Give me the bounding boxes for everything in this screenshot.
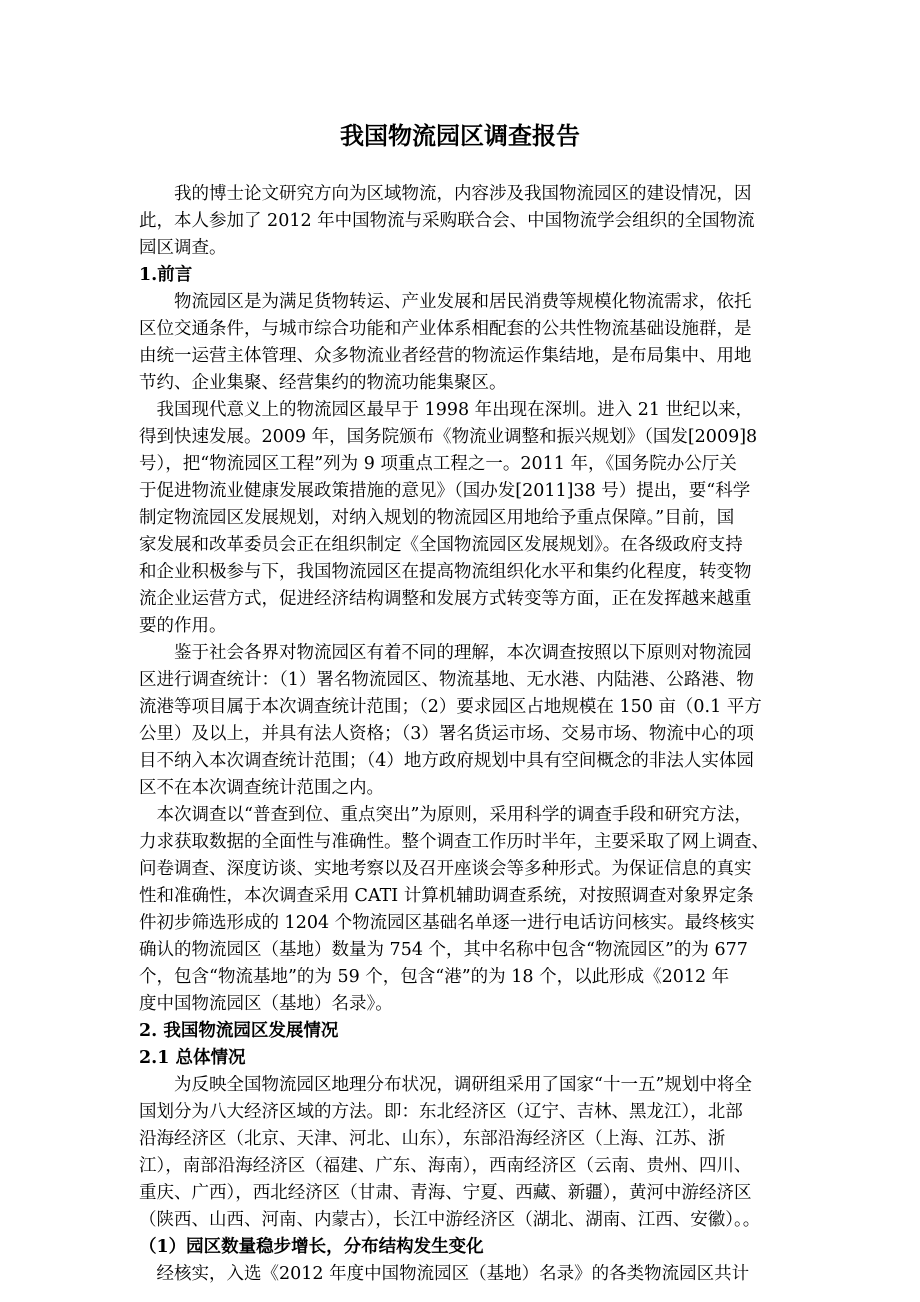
subsection-heading: （1）园区数量稳步增长，分布结构发生变化 [139, 1237, 484, 1257]
body-line: 重庆、广西），西北经济区（甘肃、青海、宁夏、西藏、新疆），黄河中游经济区 [139, 1183, 752, 1203]
body-line: 区进行调查统计：（1）署名物流园区、物流基地、无水港、内陆港、公路港、物 [139, 670, 754, 690]
body-line: 和企业积极参与下，我国物流园区在提高物流组织化水平和集约化程度，转变物 [139, 562, 752, 582]
body-line: 问卷调查、深度访谈、实地考察以及召开座谈会等多种形式。为保证信息的真实 [139, 859, 752, 879]
body-line: 经核实，入选《2012 年度中国物流园区（基地）名录》的各类物流园区共计 [139, 1264, 750, 1284]
subsection-heading: 2.1 总体情况 [139, 1048, 246, 1068]
body-line: 流企业运营方式，促进经济结构调整和发展方式转变等方面，正在发挥越来越重 [139, 589, 752, 609]
body-line: 我国现代意义上的物流园区最早于 1998 年出现在深圳。进入 21 世纪以来， [139, 400, 754, 420]
body-line: 物流园区是为满足货物转运、产业发展和居民消费等规模化物流需求，依托 [139, 292, 752, 312]
body-line: 要的作用。 [139, 616, 227, 636]
body-line: 我的博士论文研究方向为区域物流，内容涉及我国物流园区的建设情况，因 [139, 184, 752, 204]
body-line: 国划分为八大经济区域的方法。即：东北经济区（辽宁、吉林、黑龙江），北部 [139, 1102, 743, 1122]
body-line: 由统一运营主体管理、众多物流业者经营的物流运作集结地，是布局集中、用地 [139, 346, 752, 366]
body-line: 江），南部沿海经济区（福建、广东、海南），西南经济区（云南、贵州、四川、 [139, 1156, 752, 1176]
body-line: 节约、企业集聚、经营集约的物流功能集聚区。 [139, 373, 507, 393]
body-line: 沿海经济区（北京、天津、河北、山东），东部沿海经济区（上海、江苏、浙 [139, 1129, 726, 1149]
body-line: 目不纳入本次调查统计范围；（4）地方政府规划中具有空间概念的非法人实体园 [139, 751, 754, 771]
body-line: 家发展和改革委员会正在组织制定《全国物流园区发展规划》。在各级政府支持 [139, 535, 743, 555]
body-line: 鉴于社会各界对物流园区有着不同的理解，本次调查按照以下原则对物流园 [139, 643, 752, 663]
body-line: 区不在本次调查统计范围之内。 [139, 778, 384, 798]
section-heading: 2. 我国物流园区发展情况 [139, 1021, 339, 1041]
body-line: 号），把“物流园区工程”列为 9 项重点工程之一。2011 年，《国务院办公厅关 [139, 454, 737, 474]
body-line: 性和准确性，本次调查采用 CATI 计算机辅助调查系统，对按照调查对象界定条 [139, 886, 754, 906]
body-line: 个，包含“物流基地”的为 59 个，包含“港”的为 18 个，以此形成《2012 年 [139, 967, 730, 987]
body-line: 本次调查以“普查到位、重点突出”为原则，采用科学的调查手段和研究方法， [139, 805, 752, 825]
body-line: 于促进物流业健康发展政策措施的意见》（国办发[2011]38 号）提出，要“科学 [139, 481, 751, 501]
body-line: 得到快速发展。2009 年，国务院颁布《物流业调整和振兴规划》（国发[2009]8 [139, 427, 758, 447]
body-line: 园区调查。 [139, 238, 227, 258]
body-line: 确认的物流园区（基地）数量为 754 个，其中名称中包含“物流园区”的为 677 [139, 940, 748, 960]
body-line: 公里）及以上，并具有法人资格；（3）署名货运市场、交易市场、物流中心的项 [139, 724, 754, 744]
section-heading: 1.前言 [139, 265, 193, 285]
body-line: 力求获取数据的全面性与准确性。整个调查工作历时半年，主要采取了网上调查、 [139, 832, 769, 852]
body-line: 流港等项目属于本次调查统计范围；（2）要求园区占地规模在 150 亩（0.1 平方 [139, 697, 762, 717]
body-line: 度中国物流园区（基地）名录》。 [139, 994, 393, 1014]
body-line: 为反映全国物流园区地理分布状况，调研组采用了国家“十一五”规划中将全 [139, 1075, 752, 1095]
page-title: 我国物流园区调查报告 [340, 121, 580, 150]
body-line: 区位交通条件，与城市综合功能和产业体系相配套的公共性物流基础设施群，是 [139, 319, 752, 339]
body-line: 制定物流园区发展规划，对纳入规划的物流园区用地给予重点保障。”目前，国 [139, 508, 735, 528]
body-line: 件初步筛选形成的 1204 个物流园区基础名单逐一进行电话访问核实。最终核实 [139, 913, 755, 933]
body-line: 此，本人参加了 2012 年中国物流与采购联合会、中国物流学会组织的全国物流 [139, 211, 755, 231]
body-line: （陕西、山西、河南、内蒙古），长江中游经济区（湖北、湖南、江西、安徽）。。 [139, 1210, 761, 1230]
